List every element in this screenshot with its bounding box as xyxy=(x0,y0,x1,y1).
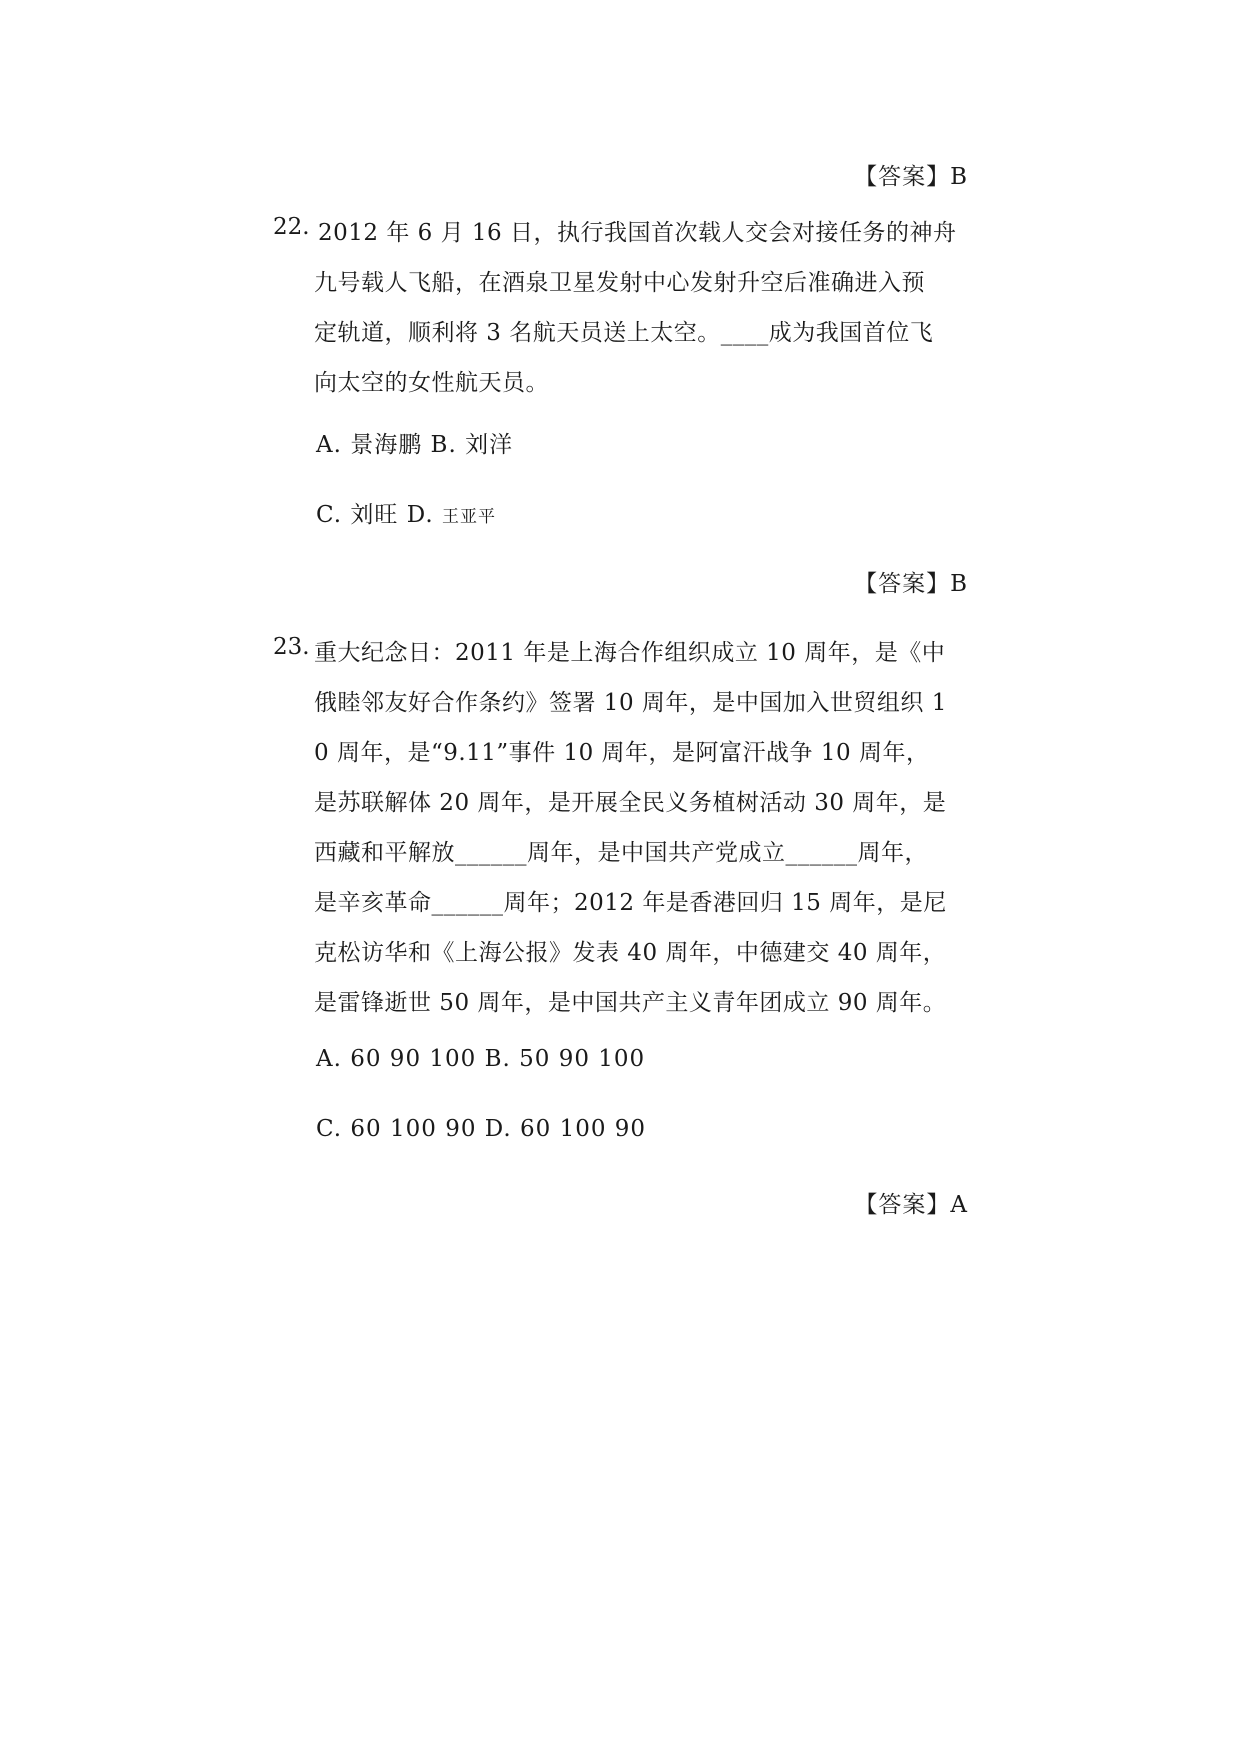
question-line: 俄睦邻友好合作条约》签署 10 周年，是中国加入世贸组织 1 xyxy=(314,690,947,716)
question-line: 是雷锋逝世 50 周年，是中国共产主义青年团成立 90 周年。 xyxy=(314,990,947,1016)
options-ab: A. 60 90 100 B. 50 90 100 xyxy=(316,1046,646,1072)
options-cd: C. 60 100 90 D. 60 100 90 xyxy=(316,1116,647,1142)
question-number: 23. xyxy=(273,634,310,660)
option-d-text: 王亚平 xyxy=(441,507,496,527)
answer-21: 【答案】B xyxy=(854,164,968,190)
options-cd xyxy=(316,496,496,529)
question-line: 克松访华和《上海公报》发表 40 周年，中德建交 40 周年， xyxy=(314,940,947,966)
options-ab: A. 景海鹏 B. 刘洋 xyxy=(316,432,514,458)
question-line: 向太空的女性航天员。 xyxy=(314,370,549,396)
question-number: 22. xyxy=(273,214,310,240)
question-line: 是苏联解体 20 周年，是开展全民义务植树活动 30 周年，是 xyxy=(314,790,947,816)
question-line: 重大纪念日：2011 年是上海合作组织成立 10 周年，是《中 xyxy=(314,640,946,666)
question-line: 九号载人飞船，在酒泉卫星发射中心发射升空后准确进入预 xyxy=(314,270,925,296)
question-line: 2012 年 6 月 16 日，执行我国首次载人交会对接任务的神舟 xyxy=(318,220,957,246)
question-line: 是辛亥革命______周年；2012 年是香港回归 15 周年，是尼 xyxy=(314,890,947,916)
question-line: 定轨道，顺利将 3 名航天员送上太空。____成为我国首位飞 xyxy=(314,320,934,346)
options-cd-text: C. 刘旺 D. xyxy=(316,502,442,528)
question-line: 西藏和平解放______周年，是中国共产党成立______周年， xyxy=(314,840,928,866)
question-line: 0 周年，是“9.11”事件 10 周年，是阿富汗战争 10 周年， xyxy=(314,740,930,766)
answer-23: 【答案】A xyxy=(854,1192,968,1218)
answer-22: 【答案】B xyxy=(854,571,968,597)
